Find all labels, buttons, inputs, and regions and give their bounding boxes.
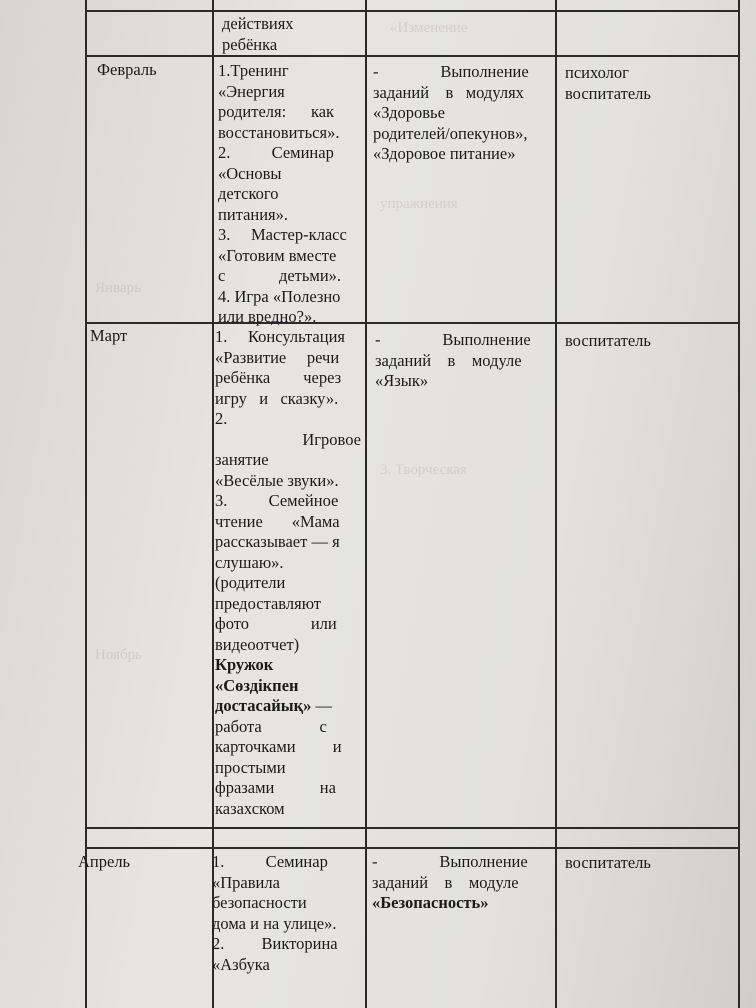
table-border	[85, 847, 740, 849]
table-border	[738, 0, 740, 1008]
events-line: 3. Мастер-класс	[218, 225, 347, 244]
table-border	[85, 827, 740, 829]
events-line: 1. Консультация	[215, 327, 346, 346]
table-border	[555, 0, 557, 1008]
bleed-through-text: 3. Творческая	[380, 462, 467, 478]
tasks-cell-february	[373, 62, 553, 165]
tasks-line: «Безопасность»	[372, 893, 489, 912]
bleed-through-text: Ноябрь	[95, 647, 142, 663]
events-line: «Развитие речи	[215, 347, 340, 367]
events-line: занятие	[215, 450, 269, 469]
bleed-through-text: Январь	[95, 280, 141, 296]
events-line: игру и сказку».	[215, 388, 339, 408]
events-line: Игровое	[302, 429, 361, 449]
events-line: дома и на улице».	[212, 913, 337, 933]
tasks-line: родителей/опекунов»,	[373, 123, 528, 143]
tasks-line: «Здоровое питание»	[373, 144, 516, 163]
events-line: рассказывает — я	[215, 532, 340, 551]
club-title-line: «Сөздікпен	[215, 675, 299, 695]
events-line: фото или	[215, 614, 337, 633]
tasks-line: - Выполнение	[373, 62, 529, 81]
tasks-line: - Выполнение	[375, 330, 531, 349]
tasks-cell-april	[372, 852, 552, 914]
events-line: восстановиться».	[218, 122, 340, 142]
events-line: «Правила	[212, 872, 280, 892]
month-cell-february: Февраль	[97, 60, 157, 79]
events-line: карточками и	[215, 737, 342, 756]
tasks-line: заданий в модулях	[373, 82, 524, 102]
club-dash: —	[311, 696, 333, 715]
responsible-line: воспитатель	[565, 331, 651, 350]
responsible-cell-march	[565, 331, 735, 352]
events-line: 4. Игра «Полезно	[218, 286, 341, 306]
tasks-line: заданий в модуле	[375, 350, 522, 370]
month-cell-april: Апрель	[78, 852, 131, 871]
table-border	[85, 55, 740, 57]
club-title-line: достасайық»	[215, 696, 312, 715]
events-line: 1.Тренинг	[218, 61, 289, 80]
events-line: ребёнка	[222, 34, 278, 54]
events-line: 2.	[215, 409, 310, 428]
events-line: (родители	[215, 573, 286, 592]
bleed-through-text: «Изменение	[390, 20, 468, 36]
responsible-line: воспитатель	[565, 853, 651, 872]
events-cell-february	[218, 61, 361, 328]
tasks-line: - Выполнение	[372, 852, 528, 871]
events-line: простыми	[215, 757, 286, 777]
events-line: с детьми».	[218, 266, 342, 285]
events-line: предоставляют	[215, 593, 322, 613]
events-line: детского	[218, 184, 279, 203]
events-line: работа с	[215, 716, 327, 736]
events-line: 1. Семинар	[212, 852, 328, 871]
responsible-line: психолог	[565, 63, 629, 82]
bleed-through-text: упражнения	[380, 196, 458, 212]
table-border	[85, 10, 740, 12]
events-line: 3. Семейное	[215, 491, 339, 510]
table-border	[85, 322, 740, 324]
events-line: чтение «Мама	[215, 511, 340, 531]
events-line: или вредно?».	[218, 307, 317, 326]
responsible-line: воспитатель	[565, 83, 651, 103]
events-cell-top	[222, 14, 360, 55]
club-title-line: Кружок	[215, 655, 274, 674]
events-line: казахском	[215, 798, 285, 818]
events-line: «Энергия	[218, 81, 285, 101]
events-line: «Азбука	[212, 954, 270, 974]
events-line: «Основы	[218, 163, 282, 183]
responsible-cell-april	[565, 853, 735, 874]
events-line: родителя: как	[218, 102, 335, 121]
events-line: питания».	[218, 204, 289, 224]
tasks-cell-march	[375, 330, 553, 392]
events-line: ребёнка через	[215, 368, 342, 387]
month-cell-march: Март	[90, 326, 128, 345]
events-line: «Весёлые звуки».	[215, 470, 339, 490]
responsible-cell-february	[565, 63, 735, 104]
events-line: 2. Викторина	[212, 934, 338, 953]
events-line: фразами на	[215, 778, 336, 797]
tasks-line: заданий в модуле	[372, 872, 519, 892]
tasks-line: «Здоровье	[373, 103, 445, 122]
events-line: 2. Семинар	[218, 143, 334, 162]
events-cell-march	[215, 327, 361, 819]
events-cell-april	[212, 852, 360, 975]
events-line: слушаю».	[215, 552, 284, 572]
events-line: видеоотчет)	[215, 634, 300, 654]
events-line: «Готовим вместе	[218, 245, 337, 265]
events-line: действиях	[222, 14, 294, 33]
events-line: безопасности	[212, 893, 307, 912]
table-border	[365, 0, 367, 1008]
tasks-line: «Язык»	[375, 371, 429, 390]
